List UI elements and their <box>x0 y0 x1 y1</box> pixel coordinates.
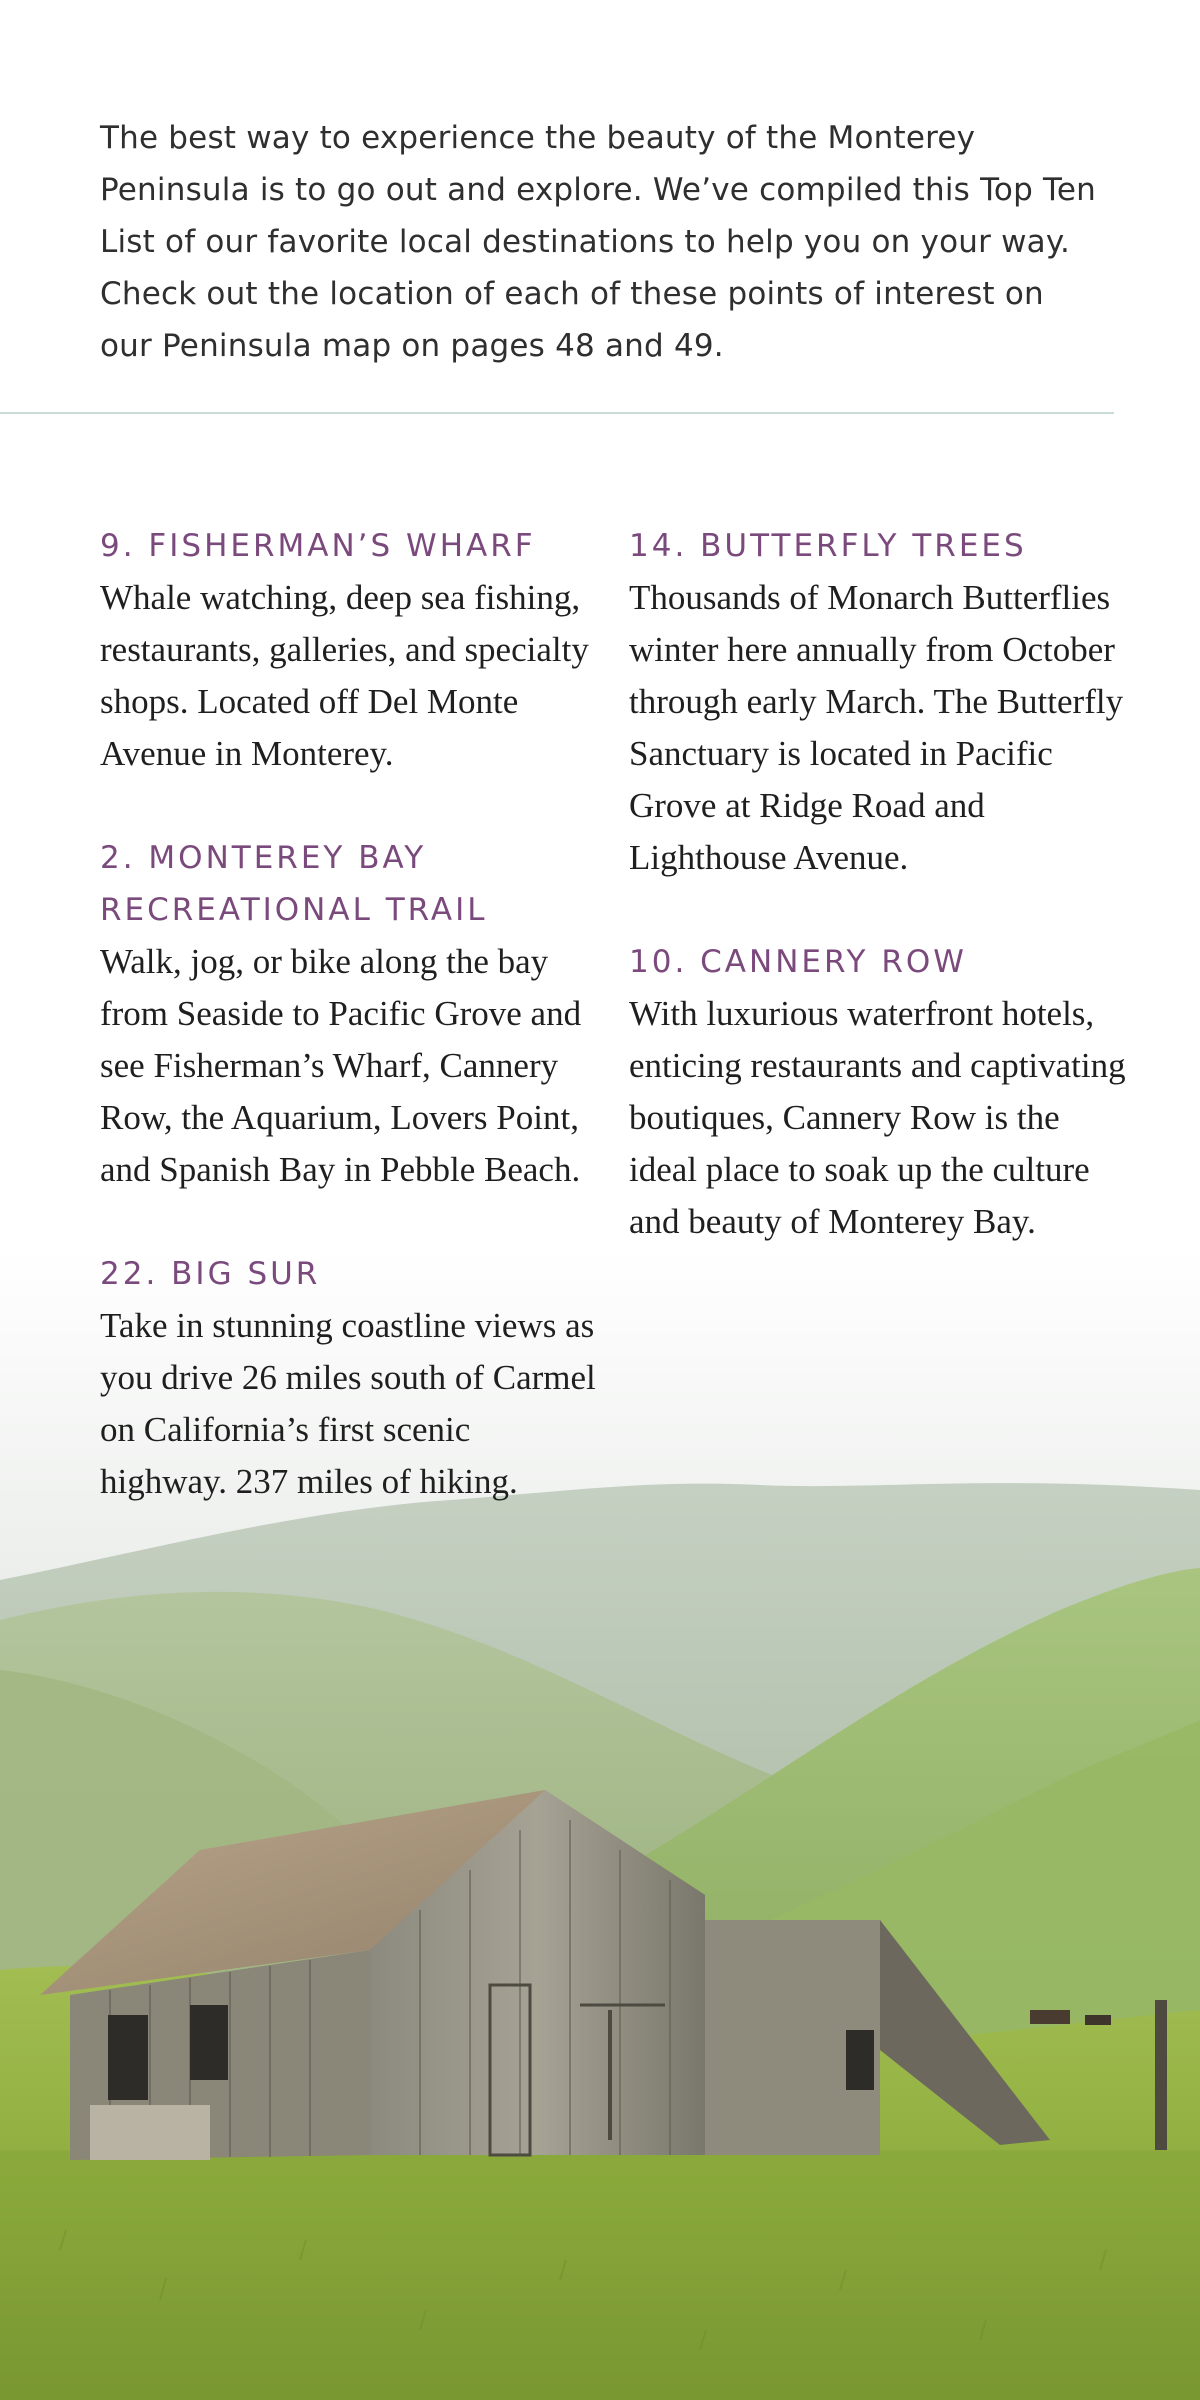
left-column <box>100 520 600 1560</box>
destination-big-sur <box>100 1248 600 1508</box>
destination-butterfly-trees <box>629 520 1129 884</box>
destination-fishermans-wharf <box>100 520 600 780</box>
destination-description: Thousands of Monarch Butterflies winter here annually from October through early March. The Butterfly Sanctuary is located in Pacific Grove at Ridge Road and Lighthouse Avenue. <box>629 578 1124 877</box>
destination-title: 22. BIG SUR <box>100 1256 321 1292</box>
destination-title: 14. BUTTERFLY TREES <box>629 528 1027 564</box>
destination-monterey-bay-trail <box>100 832 600 1196</box>
right-column <box>629 520 1129 1300</box>
destination-description: Walk, jog, or bike along the bay from Seaside to Pacific Grove and see Fisherman’s Wharf, Cannery Row, the Aquarium, Lovers Point, and Spanish Bay in Pebble Beach. <box>100 942 582 1189</box>
intro-paragraph: The best way to experience the beauty of the Monterey Peninsula is to go out and explore. We’ve compiled this Top Ten List of our favorite local destinations to help you on your way. Check out the location of each of these points of interest on our Peninsula map on pages 48 and 49. <box>100 120 1097 364</box>
destination-title: 2. MONTEREY BAY RECREATIONAL TRAIL <box>100 840 488 928</box>
destination-description: Whale watching, deep sea fishing, restaurants, galleries, and specialty shops. Located off Del Monte Avenue in Monterey. <box>100 578 589 773</box>
destination-description: With luxurious waterfront hotels, enticing restaurants and captivating boutiques, Cannery Row is the ideal place to soak up the culture and beauty of Monterey Bay. <box>629 994 1126 1241</box>
section-divider <box>0 412 1114 414</box>
destination-title: 9. FISHERMAN’S WHARF <box>100 528 536 564</box>
destination-description: Take in stunning coastline views as you drive 26 miles south of Carmel on California’s first scenic highway. 237 miles of hiking. <box>100 1306 596 1501</box>
destination-title: 10. CANNERY ROW <box>629 944 967 980</box>
destination-cannery-row <box>629 936 1129 1248</box>
